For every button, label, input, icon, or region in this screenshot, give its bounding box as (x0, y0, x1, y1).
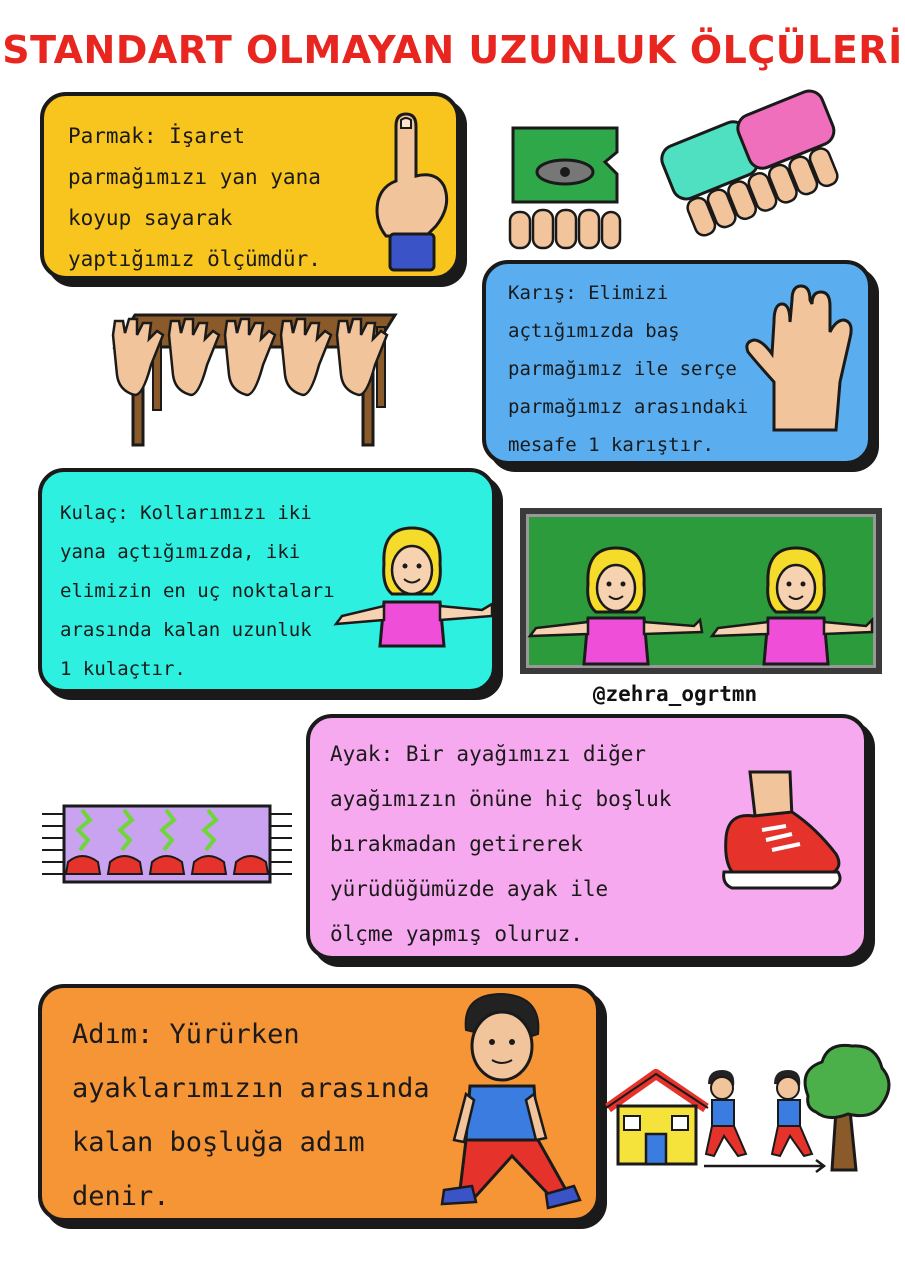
karis-card (482, 260, 872, 465)
tree-icon (798, 1040, 893, 1175)
house-icon (600, 1068, 715, 1168)
eraser-icon (652, 85, 862, 245)
parmak-card (40, 92, 460, 280)
finger-pointing-icon (356, 106, 456, 276)
table-icon (105, 305, 405, 450)
karis-text: Karış: Elimizi açtığımızda baş parmağımız ile serçe parmağımız arasındaki mesafe 1 karıştır. (508, 282, 749, 456)
ayak-text: Ayak: Bir ayağımızı diğer ayağımızın önüne hiç boşluk bırakmadan getirerek yürüdüğümüzde ayak ile ölçme yapmış oluruz. (330, 742, 672, 946)
adim-text: Adım: Yürürken ayaklarımızın arasında kalan boşluğa adım denir. (72, 1019, 430, 1212)
walking-boy-icon (426, 990, 586, 1225)
kulac-card (38, 468, 496, 693)
sneaker-icon (720, 768, 850, 903)
page-title: STANDART OLMAYAN UZUNLUK ÖLÇÜLERİ (2, 28, 903, 72)
sharpener-icon (505, 122, 625, 252)
ayak-card (306, 714, 868, 960)
adim-card (38, 984, 600, 1222)
open-hand-icon (744, 282, 866, 442)
board-icon (520, 508, 882, 674)
footprints-icon (42, 800, 292, 890)
girl-arms-open-icon (332, 524, 497, 654)
author-handle: @zehra_ogrtmn (592, 682, 758, 706)
kulac-text: Kulaç: Kollarımızı iki yana açtığımızda, iki elimizin en uç noktaları arasında kalan uzunluk 1 kulaçtır. (60, 502, 335, 680)
parmak-text: Parmak: İşaret parmağımızı yan yana koyup sayarak yaptığımız ölçümdür. (68, 124, 321, 271)
